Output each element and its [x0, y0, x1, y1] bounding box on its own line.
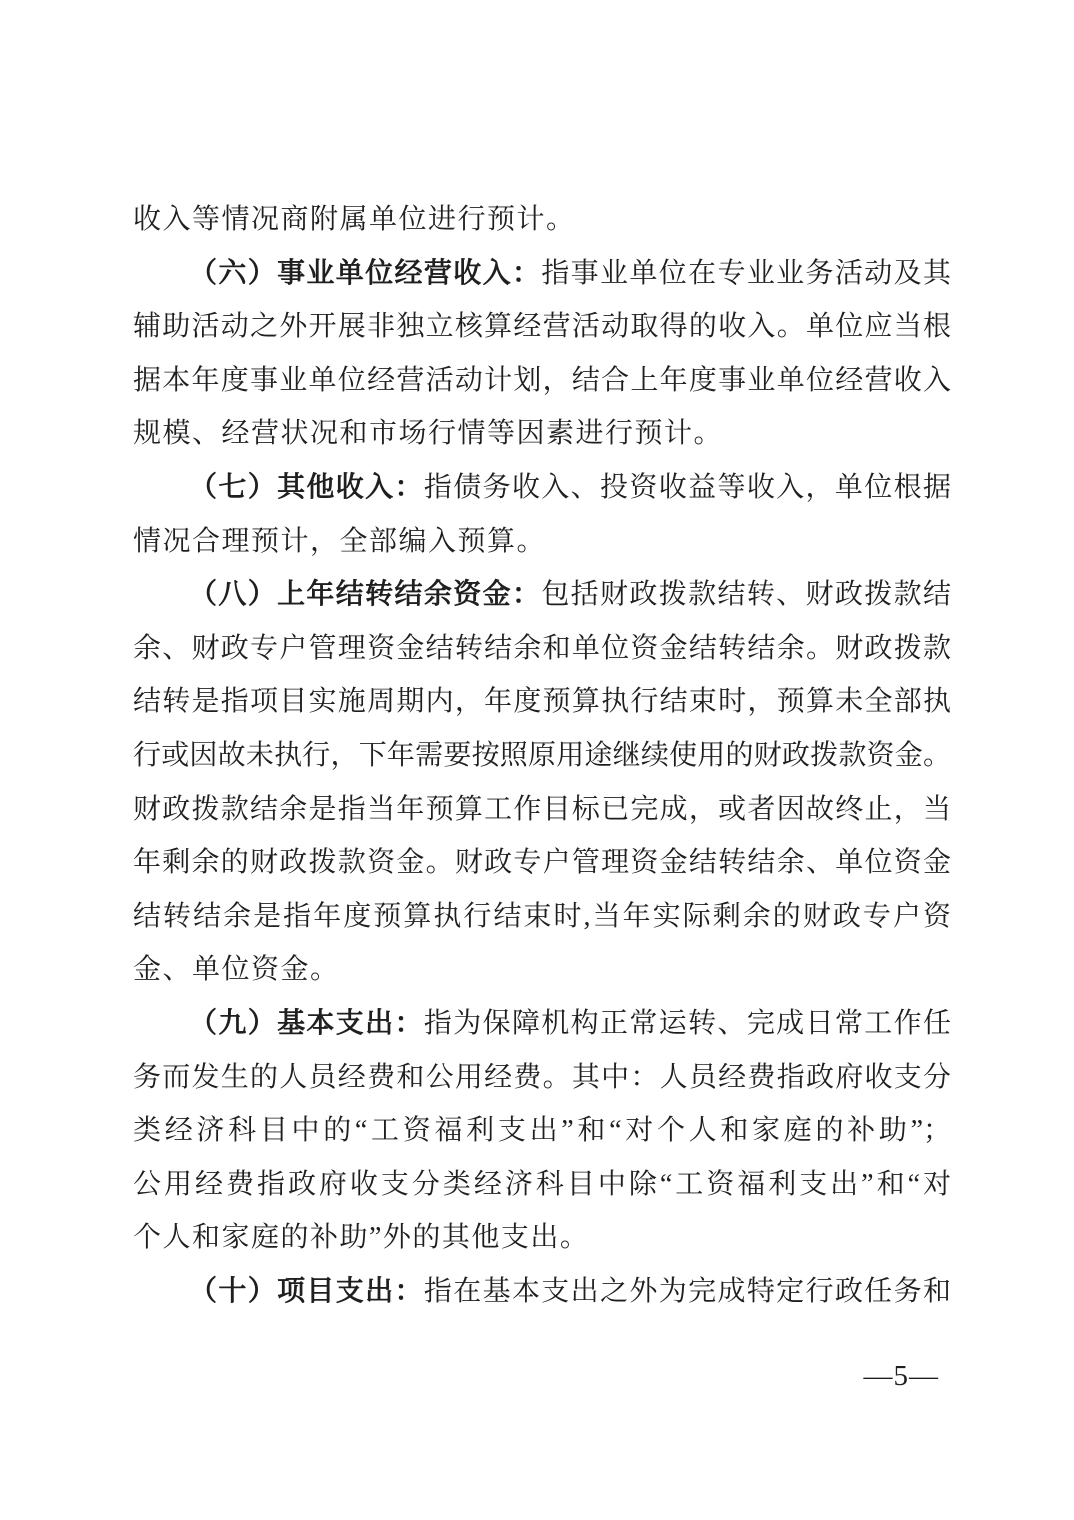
term-label: （八）上年结转结余资金：	[189, 579, 542, 611]
text-line	[133, 1158, 951, 1212]
text-line	[133, 407, 951, 461]
text-line	[133, 568, 951, 622]
line-text: 辅助活动之外开展非独立核算经营活动取得的收入。单位应当根	[133, 311, 951, 343]
line-text: 情况合理预计，全部编入预算。	[133, 525, 547, 557]
text-line	[133, 675, 951, 729]
line-text: 年剩余的财政拨款资金。财政专户管理资金结转结余、单位资金	[133, 847, 951, 879]
line-text: 结转结余是指年度预算执行结束时,当年实际剩余的财政专户资	[133, 900, 951, 932]
text-line	[133, 247, 951, 301]
line-text: 金、单位资金。	[133, 954, 340, 986]
text-line	[133, 300, 951, 354]
term-label: （六）事业单位经营收入：	[189, 257, 542, 289]
line-text: 指在基本支出之外为完成特定行政任务和	[423, 1275, 951, 1307]
line-text: 指为保障机构正常运转、完成日常工作任	[423, 1007, 951, 1039]
text-line	[133, 622, 951, 676]
text-line	[133, 890, 951, 944]
text-line	[133, 836, 951, 890]
line-text: 规模、经营状况和市场行情等因素进行预计。	[133, 418, 724, 450]
term-label: （七）其他收入：	[189, 471, 424, 503]
text-line	[133, 1104, 951, 1158]
text-line	[133, 997, 951, 1051]
term-label: （九）基本支出：	[189, 1007, 424, 1039]
text-line	[133, 783, 951, 837]
text-line	[133, 1211, 951, 1265]
line-text: 类经济科目中的“工资福利支出”和“对个人和家庭的补助”；	[133, 1115, 951, 1147]
line-text: 务而发生的人员经费和公用经费。其中：人员经费指政府收支分	[133, 1061, 951, 1093]
line-text: 包括财政拨款结转、财政拨款结	[541, 579, 951, 611]
line-text: 结转是指项目实施周期内，年度预算执行结束时，预算未全部执	[133, 686, 951, 718]
line-text: 指事业单位在专业业务活动及其	[541, 257, 951, 289]
text-line	[133, 515, 951, 569]
text-line	[133, 1265, 951, 1319]
text-line	[133, 729, 951, 783]
text-line	[133, 943, 951, 997]
text-line	[133, 193, 951, 247]
line-text: 余、财政专户管理资金结转结余和单位资金结转结余。财政拨款	[133, 632, 951, 664]
line-text: 收入等情况商附属单位进行预计。	[133, 204, 576, 235]
line-text: 财政拨款结余是指当年预算工作目标已完成，或者因故终止，当	[133, 793, 951, 825]
page-number: —5—	[863, 1360, 939, 1392]
line-text: 公用经费指政府收支分类经济科目中除“工资福利支出”和“对	[133, 1168, 951, 1200]
text-line	[133, 461, 951, 515]
document-body	[133, 193, 951, 1318]
line-text: 行或因故未执行，下年需要按照原用途继续使用的财政拨款资金。	[133, 739, 951, 771]
text-line	[133, 1051, 951, 1105]
text-line	[133, 354, 951, 408]
line-text: 个人和家庭的补助”外的其他支出。	[133, 1222, 590, 1254]
line-text: 据本年度事业单位经营活动计划，结合上年度事业单位经营收入	[133, 364, 951, 396]
line-text: 指债务收入、投资收益等收入，单位根据	[423, 471, 951, 503]
term-label: （十）项目支出：	[189, 1275, 424, 1307]
